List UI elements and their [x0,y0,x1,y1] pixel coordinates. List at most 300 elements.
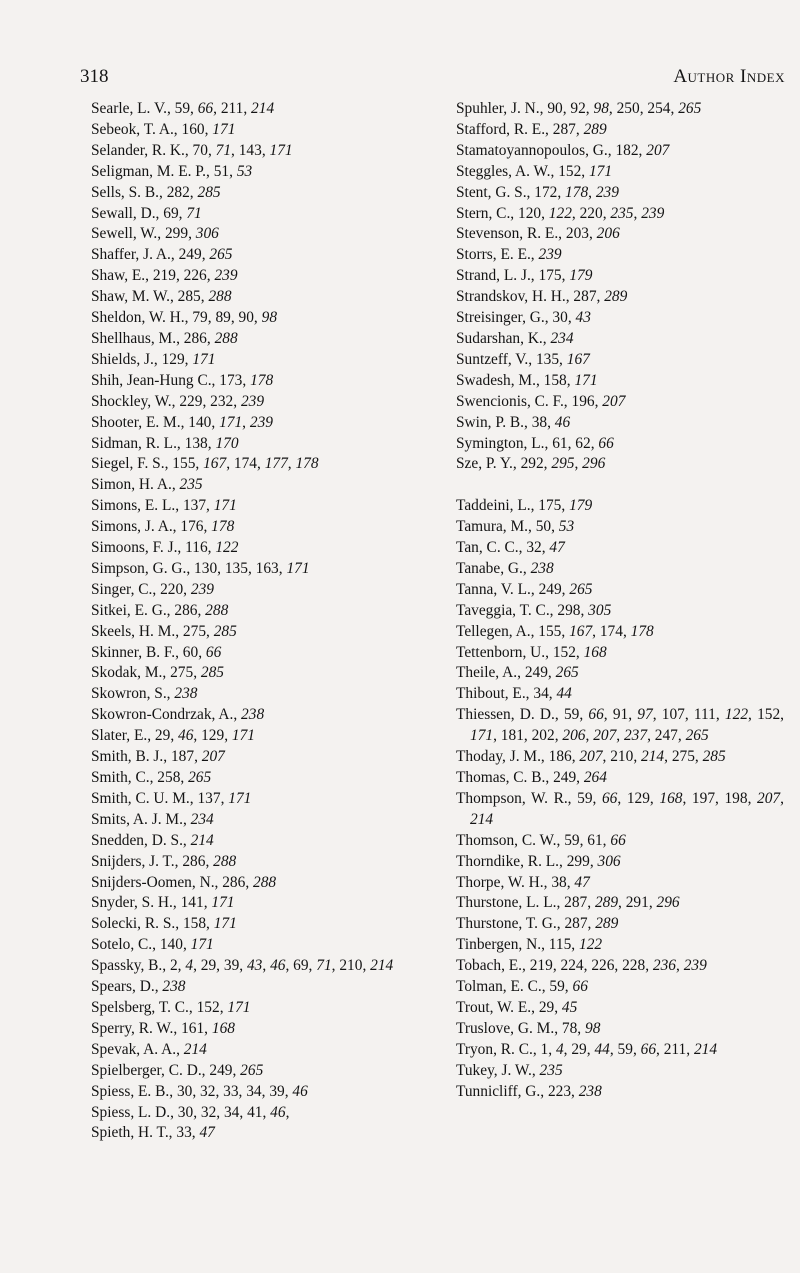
author-name: Snedden, D. S., [91,831,191,849]
author-name: Thomas, C. B., [456,768,554,786]
index-entry: Seligman, M. E. P., 51, 53 [91,162,253,180]
page-ref: 265 [569,580,593,598]
page-ref: 306 [195,225,219,243]
page-ref: 285 [213,622,237,640]
page-ref: 167 [203,455,227,473]
index-entry: Spelsberg, T. C., 152, 171 [91,998,251,1016]
page-ref: 275 [170,664,194,682]
author-name: Snijders, J. T., [91,852,183,870]
page-ref: 69 [163,204,179,222]
page-ref: 155 [538,622,562,640]
page-ref: 214 [641,748,665,766]
index-entry: Spuhler, J. N., 90, 92, 98, 250, 254, 265 [456,100,702,117]
page-ref: 171 [192,350,216,368]
page-ref: 249 [524,664,548,682]
page-ref: 39 [223,957,240,975]
page-ref: 287 [564,894,588,912]
page-ref: 152 [552,643,576,661]
index-entry: Stent, G. S., 172, 178, 239 [456,183,619,201]
index-entry: Spielberger, C. D., 249, 265 [91,1061,264,1079]
author-name: Simons, E. L., [91,497,183,515]
page-ref: 171 [227,998,251,1016]
page-ref: 239 [214,267,238,285]
author-name: Spears, D., [91,978,163,996]
page-ref: 30 [552,309,568,327]
author-name: Skinner, B. F., [91,643,183,661]
page-ref: 122 [724,706,749,724]
author-name: Tolman, E. C., [456,978,550,996]
page-ref: 46 [178,727,194,745]
page-ref: 298 [557,601,581,619]
page-ref: 275 [671,748,695,766]
page-ref: 53 [236,162,253,180]
author-name: Stevenson, R. E., [456,225,566,243]
page-ref: 79 [192,309,208,327]
page-ref: 60 [182,643,199,661]
page-ref: 152 [558,162,582,180]
page-ref: 178 [295,455,319,473]
author-name: Snyder, S. H., [91,894,181,912]
index-entry: Truslove, G. M., 78, 98 [456,1019,601,1037]
index-entry: Swin, P. B., 38, 46 [456,413,571,431]
page-ref: 196 [571,392,595,410]
page-ref: 265 [240,1061,264,1079]
author-name: Smith, C., [91,769,158,786]
page-ref: 168 [583,643,607,661]
page-ref: 140 [159,936,183,954]
author-name: Streisinger, G., [456,309,553,327]
page-ref: 66 [588,706,604,724]
page-ref: 66 [640,1040,657,1058]
index-entry [456,329,784,350]
page-ref: 137 [197,789,221,807]
page-ref: 237 [623,727,648,745]
page-ref: 238 [162,978,186,996]
page-ref: 135 [224,559,248,577]
page-ref: 171 [269,141,293,159]
page-ref: 197 [691,789,716,807]
page-ref: 239 [683,957,707,975]
page-ref: 98 [261,309,278,327]
page-ref: 250 [616,100,640,117]
page-ref: 167 [566,350,590,368]
author-name: Spassky, B., [91,957,170,975]
index-entry [456,559,784,580]
author-name: Swadesh, M., [456,371,544,389]
author-name: Simon, H. A., [91,476,180,494]
page-ref: 29 [200,957,217,975]
page-ref: 66 [197,100,214,117]
author-name: Suntzeff, V., [456,350,536,368]
author-name: Skowron-Condrzak, A., [91,706,242,724]
page-ref: 46 [270,1103,286,1121]
page-ref: 228 [622,957,646,975]
page-ref: 53 [558,518,575,536]
page-ref: 285 [197,183,221,201]
page-ref: 177 [264,455,288,473]
page-ref: 78 [561,1019,578,1037]
author-name: Sells, S. B., [91,183,167,201]
index-entry: Solecki, R. S., 158, 171 [91,915,237,933]
page-ref: 287 [564,915,588,933]
index-entry: Tunnicliff, G., 223, 238 [456,1082,602,1100]
author-name: Tanabe, G., [456,559,531,577]
author-name: Thompson, W. R., [456,789,578,807]
page-ref: 46 [554,413,571,431]
index-entry: Thorpe, W. H., 38, 47 [456,873,590,891]
page-ref: 122 [215,539,239,557]
page-ref: 92 [570,100,586,117]
author-name: Tinbergen, N., [456,936,549,954]
page-ref: 38 [531,413,548,431]
index-entry: Skeels, H. M., 275, 285 [91,622,237,640]
page-ref: 89 [215,309,231,327]
page-ref: 235 [179,476,203,494]
index-entry: Tolman, E. C., 59, 66 [456,978,588,996]
page-ref: 214 [251,100,275,117]
page-ref: 111 [693,706,716,724]
page-ref: 59 [617,1040,633,1058]
author-name: Sewall, D., [91,204,164,222]
index-column-left [91,99,436,1144]
author-name: Sitkei, E. G., [91,601,175,619]
index-entry [91,684,436,705]
page-ref: 210 [610,748,634,766]
page-ref: 140 [188,413,212,431]
author-name: Shaw, E., [91,267,153,285]
index-entry: Tanna, V. L., 249, 265 [456,580,593,598]
author-name: Taddeini, L., [456,497,539,515]
index-entry: Sells, S. B., 282, 285 [91,183,221,201]
page-ref: 71 [215,141,232,159]
page-header [80,66,785,88]
page-ref: 160 [181,120,205,138]
page-ref: 2 [169,957,178,975]
author-name: Stent, G. S., [456,183,535,201]
page-ref: 219 [529,957,553,975]
page-ref: 296 [582,455,606,473]
page-ref: 285 [177,288,201,306]
page-ref: 130 [194,559,218,577]
page-ref: 171 [228,789,252,807]
author-name: Searle, L. V., [91,100,175,117]
page-ref: 90 [547,100,563,117]
index-entry [91,1040,436,1061]
index-entry: Strandskov, H. H., 287, 289 [456,288,628,306]
index-entry: Spiess, L. D., 30, 32, 34, 41, 46, [91,1103,290,1121]
page-ref: 214 [183,1040,207,1058]
index-entry: Shih, Jean-Hung C., 173, 178 [91,371,274,389]
page-ref: 296 [656,894,680,912]
index-entry [456,245,784,266]
index-entry: Simons, J. A., 176, 178 [91,518,235,536]
index-entry: Symington, L., 61, 62, 66 [456,434,614,452]
page-ref: 44 [594,1040,610,1058]
page-ref: 171 [213,915,237,933]
page-ref: 47 [574,873,590,891]
index-entry: Thorndike, R. L., 299, 306 [456,852,621,870]
index-entry: Shockley, W., 229, 232, 239 [91,392,265,410]
page-ref: 306 [597,852,621,870]
index-entry [91,977,436,998]
page-ref: 236 [652,957,676,975]
letter-section-gap [456,475,784,496]
page-ref: 171 [190,936,214,954]
page-ref: 34 [533,685,549,703]
index-entry: Suntzeff, V., 135, 167 [456,350,590,368]
author-name: Swin, P. B., [456,413,532,431]
index-entry: Sitkei, E. G., 286, 288 [91,601,229,619]
page-ref: 176 [180,518,204,536]
page-ref: 66 [610,831,626,849]
page-ref: 291 [625,894,649,912]
author-name: Shields, J., [91,350,162,368]
page-ref: 175 [538,267,562,285]
author-name: Shaffer, J. A., [91,246,179,264]
author-name: Sotelo, C., [91,936,160,954]
index-entry: Sotelo, C., 140, 171 [91,936,214,954]
author-name: Sewell, W., [91,225,165,243]
page-ref: 29 [154,727,171,745]
page-ref: 238 [174,685,198,703]
page-ref: 171 [470,727,494,745]
index-entry: Shooter, E. M., 140, 171, 239 [91,413,273,431]
author-name: Sperry, R. W., [91,1019,182,1037]
author-name: Sebeok, T. A., [91,120,182,138]
author-name: Thurstone, T. G., [456,915,565,933]
page-ref: 186 [548,748,572,766]
page-ref: 286 [174,601,198,619]
page-ref: 235 [610,204,634,222]
page-ref: 289 [604,288,628,306]
page-ref: 171 [211,894,235,912]
page-ref: 120 [518,204,542,222]
page-ref: 220 [579,204,603,222]
index-entry: Snijders-Oomen, N., 286, 288 [91,873,277,891]
index-entry: Sewall, D., 69, 71 [91,204,202,222]
page-ref: 206 [596,225,620,243]
index-entry: Sheldon, W. H., 79, 89, 90, 98 [91,309,278,327]
index-entry: Thurstone, L. L., 287, 289, 291, 296 [456,894,680,912]
page-ref: 288 [253,873,277,891]
page-ref: 59 [549,978,565,996]
author-name: Trout, W. E., [456,998,539,1016]
page-ref: 47 [549,539,565,557]
page-ref: 239 [190,580,214,598]
index-entry: Simons, E. L., 137, 171 [91,497,237,515]
page-ref: 4 [185,957,194,975]
index-entry: Spieth, H. T., 33, 47 [91,1124,215,1142]
author-name: Storrs, E. E., [456,246,539,264]
index-entry: Shaw, M. W., 285, 288 [91,288,232,306]
page-ref: 292 [520,455,544,473]
author-name: Simpson, G. G., [91,559,195,577]
page-ref: 239 [538,246,562,264]
page-ref: 179 [569,267,593,285]
page-ref: 71 [186,204,202,222]
page-ref: 107 [661,706,685,724]
index-entry: Theile, A., 249, 265 [456,664,579,682]
author-name: Tunnicliff, G., [456,1082,548,1100]
index-entry: Trout, W. E., 29, 45 [456,998,578,1016]
index-entry [91,810,436,831]
page-ref: 34 [223,1103,240,1121]
author-name: Simoons, F. J., [91,539,186,557]
index-entry: Slater, E., 29, 46, 129, 171 [91,727,255,745]
page-ref: 254 [647,100,671,117]
author-name: Shellhaus, M., [91,329,184,347]
page-ref: 71 [316,957,332,975]
page-ref: 178 [565,183,589,201]
page-ref: 158 [543,371,567,389]
page-ref: 66 [598,434,614,452]
page-ref: 265 [188,769,212,786]
page-ref: 286 [183,329,207,347]
index-entry: Spiess, E. B., 30, 32, 33, 34, 39, 46 [91,1082,308,1100]
author-name: Solecki, R. S., [91,915,183,933]
page-ref: 4 [555,1040,564,1058]
author-name: Sudarshan, K., [456,329,551,347]
index-entry: Shaw, E., 219, 226, 239 [91,267,238,285]
author-name: Sze, P. Y., [456,455,521,473]
page-ref: 137 [182,497,207,515]
index-entry: Thomson, C. W., 59, 61, 66 [456,831,626,849]
page-ref: 61 [587,831,603,849]
author-name: Strand, L. J., [456,267,539,285]
page-ref: 163 [255,559,279,577]
index-entry: Streisinger, G., 30, 43 [456,309,591,327]
index-entry: Siegel, F. S., 155, 167, 174, 177, 178 [91,455,319,473]
page-ref: 129 [201,727,225,745]
page-ref: 175 [538,497,562,515]
index-entry: Tettenborn, U., 152, 168 [456,643,607,661]
page-ref: 38 [551,873,567,891]
page-ref: 207 [593,727,617,745]
author-name: Slater, E., [91,727,155,745]
page-ref: 138 [184,434,208,452]
index-entry: Thompson, W. R., 59, 66, 129, 168, 197, 198, 207, 214 [456,789,784,828]
index-entry: Singer, C., 220, 239 [91,580,214,598]
page-ref: 43 [246,957,263,975]
page-ref: 50 [535,518,552,536]
author-name: Tryon, R. C., [456,1040,541,1058]
author-name: Spuhler, J. N., [456,100,548,117]
page-ref: 51 [213,162,230,180]
author-name: Stern, C., [456,204,518,222]
index-entry: Stevenson, R. E., 203, 206 [456,225,620,243]
page-ref: 178 [250,371,274,389]
index-entry: Snyder, S. H., 141, 171 [91,894,235,912]
page-ref: 66 [205,643,222,661]
index-entry: Smith, B. J., 187, 207 [91,748,225,766]
page-ref: 289 [594,894,619,912]
page-ref: 305 [588,601,612,619]
author-name: Strandskov, H. H., [456,288,574,306]
page-ref: 66 [572,978,588,996]
author-name: Thomson, C. W., [456,831,565,849]
page-ref: 129 [161,350,185,368]
page-ref: 32 [200,1082,216,1100]
page-ref: 135 [535,350,560,368]
page-ref: 295 [551,455,575,473]
index-entry: Searle, L. V., 59, 66, 211, 214 [91,100,275,117]
author-name: Selander, R. K., [91,141,193,159]
author-name: Shooter, E. M., [91,413,189,431]
author-name: Smits, A. J. M., [91,810,191,828]
page-ref: 238 [530,559,554,577]
index-entry: Sebeok, T. A., 160, 171 [91,120,236,138]
author-name: Smith, C. U. M., [91,789,198,807]
page-ref: 249 [553,768,577,786]
index-entry: Steggles, A. W., 152, 171 [456,162,613,180]
page-ref: 30 [177,1103,194,1121]
page-ref: 299 [566,852,590,870]
page-ref: 174 [233,455,257,473]
page-ref: 143 [238,141,262,159]
index-entry: Skinner, B. F., 60, 66 [91,643,222,661]
page-ref: 207 [579,748,603,766]
author-name: Thiessen, D. D., [456,706,564,724]
page-ref: 234 [550,329,574,347]
page-ref: 282 [166,183,190,201]
author-name: Sidman, R. L., [91,434,185,452]
index-entry: Tellegen, A., 155, 167, 174, 178 [456,622,654,640]
page-ref: 207 [201,748,225,766]
page-ref: 198 [724,789,748,807]
index-entry: Tan, C. C., 32, 47 [456,539,565,557]
page-ref: 258 [157,769,181,786]
page-ref: 265 [209,246,233,264]
page-ref: 206 [562,727,586,745]
author-name: Spelsberg, T. C., [91,998,197,1016]
page-ref: 90 [238,309,254,327]
page-ref: 235 [539,1061,563,1079]
page-ref: 69 [293,957,309,975]
author-name: Sheldon, W. H., [91,309,193,327]
page-ref: 91 [612,706,629,724]
page-ref: 98 [593,100,609,117]
index-entry: Tryon, R. C., 1, 4, 29, 44, 59, 66, 211, 214 [456,1040,718,1058]
index-entry [91,475,436,496]
page-ref: 265 [685,727,709,745]
page-ref: 59 [174,100,191,117]
page-ref: 288 [205,601,229,619]
page-ref: 288 [214,329,238,347]
page-ref: 29 [571,1040,587,1058]
page-ref: 43 [575,309,591,327]
index-column-right [456,99,784,1102]
page-ref: 168 [211,1019,235,1037]
page-ref: 171 [213,497,237,515]
page-ref: 285 [200,664,224,682]
page-ref: 264 [583,768,607,786]
index-entry: Sewell, W., 299, 306 [91,225,219,243]
index-entry: Strand, L. J., 175, 179 [456,267,593,285]
index-entry: Stafford, R. E., 287, 289 [456,120,607,138]
author-name: Skeels, H. M., [91,622,183,640]
page-ref: 224 [560,957,584,975]
index-entry: Skodak, M., 275, 285 [91,664,224,682]
page-ref: 171 [286,559,310,577]
page-ref: 129 [626,789,650,807]
index-entry [91,705,436,726]
index-entry: Sze, P. Y., 292, 295, 296 [456,455,606,473]
page-ref: 59 [577,789,593,807]
index-entry: Tinbergen, N., 115, 122 [456,936,603,954]
page-ref: 223 [547,1082,572,1100]
index-entry: Snijders, J. T., 286, 288 [91,852,237,870]
author-name: Thurstone, L. L., [456,894,565,912]
